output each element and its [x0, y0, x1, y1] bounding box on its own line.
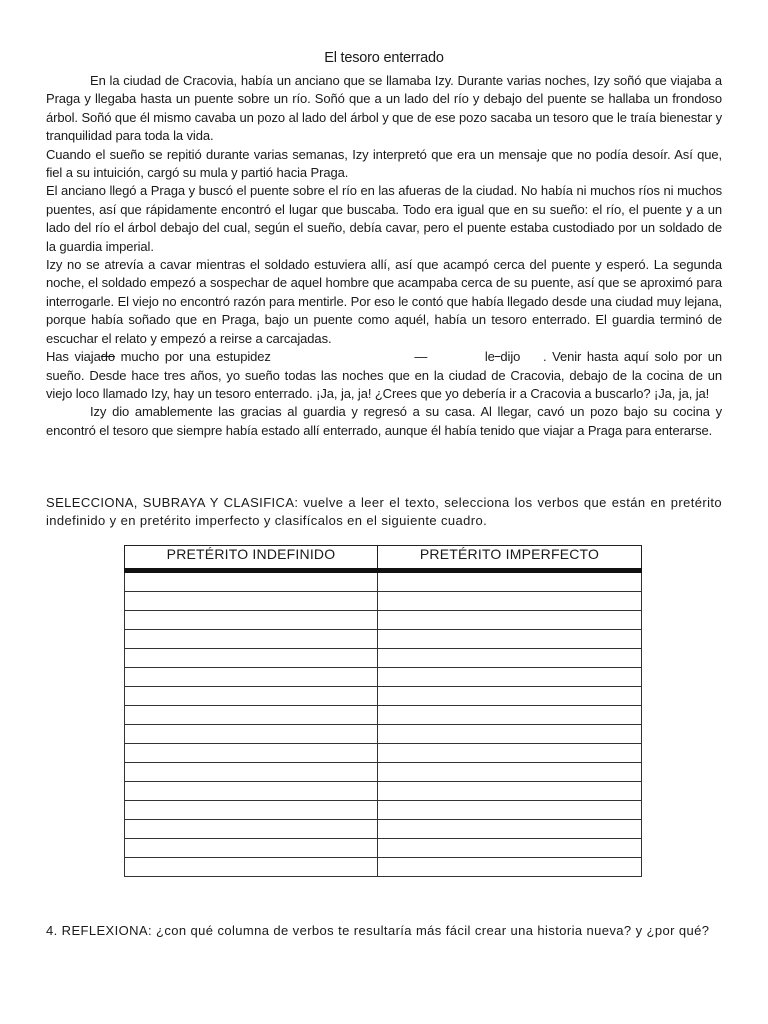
document-title: El tesoro enterrado — [324, 50, 444, 66]
table-row — [125, 592, 642, 611]
imperfecto-cell[interactable] — [378, 687, 642, 706]
indefinido-cell[interactable] — [125, 820, 378, 839]
indefinido-cell[interactable] — [125, 630, 378, 649]
imperfecto-cell[interactable] — [378, 592, 642, 611]
indefinido-cell[interactable] — [125, 763, 378, 782]
story-paragraph-4: Izy no se atrevía a cavar mientras el soldado estuviera allí, así que acampó cerca del puente y esperó. La segunda noche, el soldado empezó a sospechar de aquel hombre que acampaba cerca de su puente, así que se aproximó para interrogarle. El viejo no encontró razón para mentirle. Por eso le contó que había llegado desde una ciudad muy lejana, porque había soñado que en Praga, bajo un puente como aquél, había un tesoro enterrado. El guardia terminó de escuchar el relato y empezó a reirse a carcajadas. — [46, 257, 722, 346]
indefinido-cell[interactable] — [125, 611, 378, 630]
dialogue-dash: — — [414, 349, 428, 365]
imperfecto-cell[interactable] — [378, 630, 642, 649]
dialogue-part-b: mucho por una estupidez — [120, 349, 271, 365]
imperfecto-cell[interactable] — [378, 858, 642, 877]
table-row — [125, 763, 642, 782]
header-preterito-imperfecto: PRETÉRITO IMPERFECTO — [378, 546, 642, 571]
story-dialogue — [46, 348, 722, 403]
story-closing: Izy dio amablemente las gracias al guardia y regresó a su casa. Al llegar, cavó un pozo bajo su cocina y encontró el tesoro que siempre había estado allí enterrado, aunque él había tenido que viajar a Praga para enterarse. — [46, 404, 722, 438]
header-preterito-indefinido: PRETÉRITO INDEFINIDO — [125, 546, 378, 571]
indefinido-cell[interactable] — [125, 839, 378, 858]
table-row — [125, 820, 642, 839]
indefinido-cell[interactable] — [125, 706, 378, 725]
story-text — [46, 72, 722, 440]
indefinido-cell[interactable] — [125, 687, 378, 706]
indefinido-cell[interactable] — [125, 801, 378, 820]
indefinido-cell[interactable] — [125, 782, 378, 801]
imperfecto-cell[interactable] — [378, 782, 642, 801]
indefinido-cell[interactable] — [125, 592, 378, 611]
table-row — [125, 687, 642, 706]
imperfecto-cell[interactable] — [378, 611, 642, 630]
table-row — [125, 668, 642, 687]
table-row — [125, 649, 642, 668]
imperfecto-cell[interactable] — [378, 801, 642, 820]
table-row — [125, 725, 642, 744]
table-row — [125, 630, 642, 649]
reflection-question: 4. REFLEXIONA: ¿con qué columna de verbos te resultaría más fácil crear una historia nueva? y ¿por qué? — [46, 923, 710, 938]
imperfecto-cell[interactable] — [378, 820, 642, 839]
imperfecto-cell[interactable] — [378, 668, 642, 687]
dialogue-part-c: le — [484, 349, 495, 365]
imperfecto-cell[interactable] — [378, 706, 642, 725]
activity-instructions: SELECCIONA, SUBRAYA Y CLASIFICA: vuelve a leer el texto, selecciona los verbos que están en pretérito indefinido y en pretérito imperfecto y clasifícalos en el siguiente cuadro. — [46, 495, 722, 528]
verb-classification-table — [124, 545, 642, 877]
dialogue-part-e: . Venir hasta aquí solo por un sueño. Desde hace tres años, yo sueño todas las noches que en la ciudad de Cracovia, debajo de la cocina de un viejo loco llamado Izy, hay un tesoro enterrado. ¡Ja, ja, ja! ¿Crees que yo debería ir a Cracovia a buscarlo? ¡Ja, ja, ja! — [46, 349, 722, 401]
table-row — [125, 706, 642, 725]
table-row — [125, 571, 642, 592]
dialogue-part-a: Has viaja — [46, 349, 101, 365]
imperfecto-cell[interactable] — [378, 744, 642, 763]
imperfecto-cell[interactable] — [378, 763, 642, 782]
imperfecto-cell[interactable] — [378, 649, 642, 668]
table-row — [125, 801, 642, 820]
indefinido-cell[interactable] — [125, 744, 378, 763]
indefinido-cell[interactable] — [125, 649, 378, 668]
imperfecto-cell[interactable] — [378, 725, 642, 744]
table-row — [125, 744, 642, 763]
indefinido-cell[interactable] — [125, 725, 378, 744]
table-body — [125, 571, 642, 877]
imperfecto-cell[interactable] — [378, 839, 642, 858]
indefinido-cell[interactable] — [125, 858, 378, 877]
table-row — [125, 858, 642, 877]
table-row — [125, 611, 642, 630]
story-paragraph-3: El anciano llegó a Praga y buscó el puente sobre el río en las afueras de la ciudad. No había ni muchos ríos ni muchos puentes, así que rápidamente encontró el lugar que buscaba. Todo era igual que en su sueño: el río, el puente y a un lado del río el árbol debajo del cual, según el sueño, debía cavar, pero el puente estaba custodiado por un soldado de la guardia imperial. — [46, 183, 722, 254]
story-paragraph-1: En la ciudad de Cracovia, había un anciano que se llamaba Izy. Durante varias noches, Izy soñó que viajaba a Praga y llegaba hasta un puente sobre un río. Soñó que a un lado del río y debajo del puente se hallaba un frondoso árbol. Soñó que él mismo cavaba un pozo al lado del árbol y que de ese pozo sacaba un tesoro que le traía bienestar y tranquilidad para toda la vida. — [46, 73, 722, 144]
imperfecto-cell[interactable] — [378, 571, 642, 592]
dialogue-strike-a: do — [100, 349, 115, 365]
table-row — [125, 839, 642, 858]
indefinido-cell[interactable] — [125, 571, 378, 592]
indefinido-cell[interactable] — [125, 668, 378, 687]
dialogue-part-d: dijo — [500, 349, 521, 365]
table-row — [125, 782, 642, 801]
story-paragraph-2: Cuando el sueño se repitió durante varias semanas, Izy interpretó que era un mensaje que no podía desoír. Así que, fiel a su intuición, cargó su mula y partió hacia Praga. — [46, 146, 722, 181]
